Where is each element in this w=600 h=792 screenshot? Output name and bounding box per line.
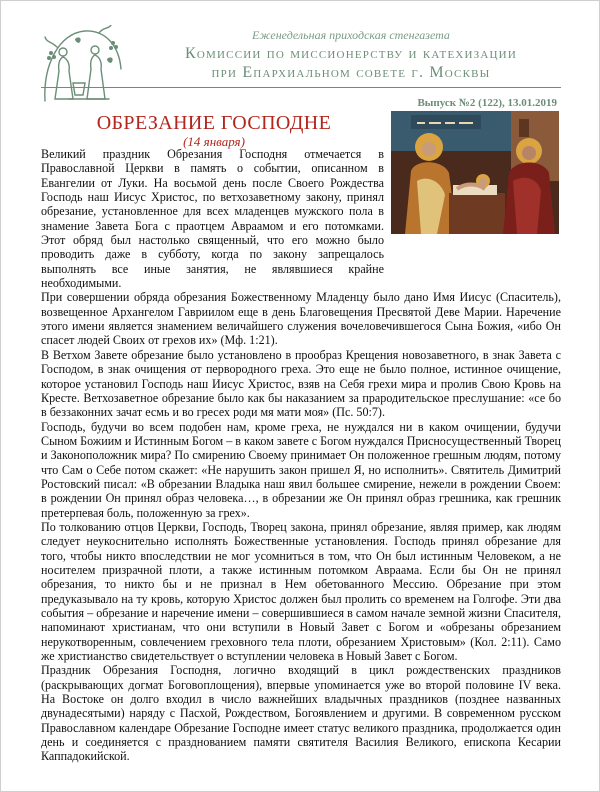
paragraph-4: Господь, будучи во всем подобен нам, кроме греха, не нуждался ни в каком очищении, будучи Сыном Божиим и Истинным Богом – в каком завете с Богом нуждался Присносущественный Творец и Законоположник мира? По смирению Своему принимает Он положенное грешным людям, потому что Сам о Себе потом скажет: «Не нарушить закон пришел Я, но исполнить». Святитель Димитрий Ростовский писал: «В обрезании Владыка наш явил большее смирение, нежели в рождении Своем: в рождении Он принял образ человека…, в обрезании же Он принял образ грешника, как грешник претерпевая боль, положенную за грех». <box>41 419 561 520</box>
publisher-line-1: Комиссии по миссионерству и катехизации <box>185 45 517 62</box>
newsletter-kicker: Еженедельная приходская стенгазета <box>252 28 450 42</box>
issue-number: Выпуск №2 (122), 13.01.2019 <box>417 97 557 109</box>
paragraph-1: Великий праздник Обрезания Господня отмечается в Православной Церкви в память о событии, описанном в Евангелии от Луки. На восьмой день после Своего Рождества Господь наш Иисус Христос, по ветхозаветному закону, принял обрезание, установленное для всех младенцев мужского пола в знамение Завета Бога с праотцем Авраамом и его потомками. Этот обряд был настолько священный, что его можно было проводить даже в субботу, когда по закону запрещалось выполнять все иные занятия, не являвшиеся крайне необходимыми. <box>41 147 384 291</box>
paragraph-2: При совершении обряда обрезания Божественному Младенцу было дано Имя Иисус (Спаситель), возвещенное Архангелом Гавриилом еще в день Благовещения Пресвятой Деве Марии. Наречение этого имени является знамением величайшего служения вочеловечившегося Сына Божия, «ибо Он спасет людей Своих от грехов их» (Мф. 1:21). <box>41 290 561 348</box>
paragraph-6: Праздник Обрезания Господня, логично входящий в цикл рождественских праздников (раскрывающих догмат Боговоплощения), впервые упоминается уже во второй половине IV века. На Востоке он долго входил в число важнейших владычных праздников (позднее названных двунадесятыми) наряду с Пасхой, Рождеством, Богоявлением и другими. В современном русском Православном календаре Обрезание Господне имеет статус великого праздника, продолжается один день и соединяется с празднованием памяти святителя Василия Великого, епископа Кесарии Каппадокийской. <box>41 663 561 764</box>
paragraph-5: По толкованию отцов Церкви, Господь, Творец закона, принял обрезание, являя пример, как людям следует неукоснительно исполнять Божественные установления. Господь принял обрезание для того, чтобы никто впоследствии не мог усомниться в том, что Он был истинным Человеком, а не носителем призрачной плоти, а также истинным потомком Авраама. Если бы Он не принял обрезания, то никто бы и не признал в Нем обетованного Мессию. Обрезание при этом предуказывало на ту кровь, которую Христос должен был пролить со временем на Голгофе. Эти два события – обрезание и наречение имени – совершившиеся в самом начале земной жизни Спасителя, напоминают христианам, что они вступили в Новый Завет с Богом и «обрезаны обрезанием нерукотворенным, совлечением греховного тела плоти, обрезанием Христовым» (Кол. 2:11). Само же христианство свидетельствует о вступлении человека в Новый Завет с Богом. <box>41 519 561 664</box>
article-body <box>41 147 561 764</box>
article-date: (14 января) <box>183 134 245 149</box>
grapevine-logo <box>39 25 125 105</box>
masthead-rule <box>41 87 561 88</box>
publisher-line-2: при Епархиальном совете г. Москвы <box>211 64 491 81</box>
article-title: ОБРЕЗАНИЕ ГОСПОДНЕ <box>96 112 332 134</box>
paragraph-3: В Ветхом Завете обрезание было установлено в прообраз Крещения новозаветного, в знак Завета с Господом, в знак очищения от первородного греха. Это еще не было полное, истинное очищение, которое установил Господь наш Иисус Христос, взяв на Себя грехи мира и пролив Свою Кровь на Кресте. Ветхозаветное обрезание было как бы наказанием за прародительское преслушание: «се бо в беззаконних зачат есмь и во гресех роди мя мати моя» (Пс. 50:7). <box>41 347 561 420</box>
